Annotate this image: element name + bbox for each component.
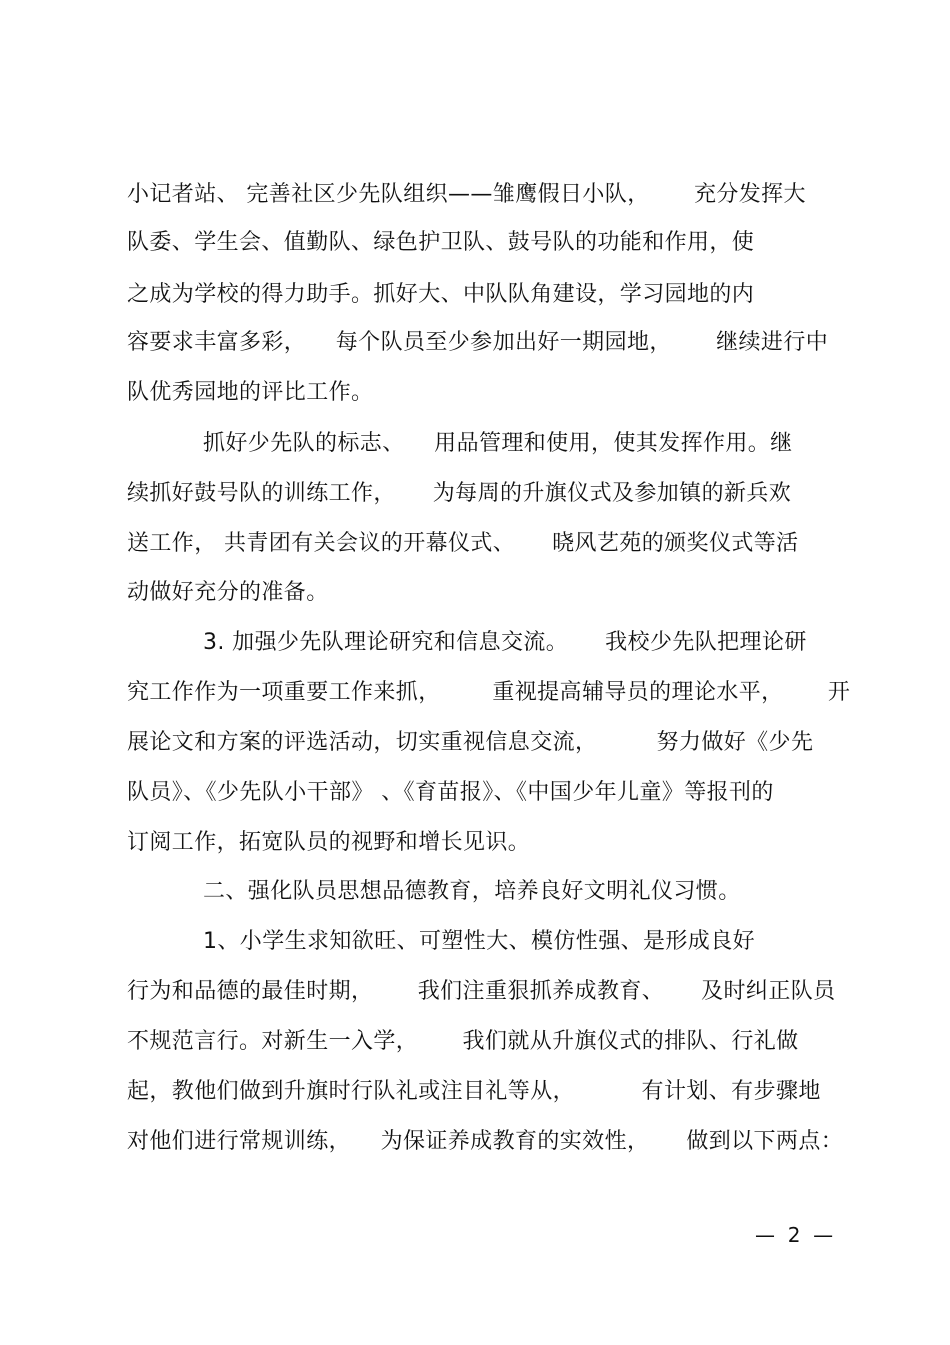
paragraph-line: 续抓好鼓号队的训练工作， 为每周的升旗仪式及参加镇的新兵欢 bbox=[127, 481, 792, 506]
paragraph-line: 队员》、《少先队小干部》 、《育苗报》、《中国少年儿童》等报刊的 bbox=[127, 780, 774, 805]
paragraph-line: 抓好少先队的标志、 用品管理和使用，使其发挥作用。继 bbox=[203, 431, 793, 456]
paragraph-line: 3. 加强少先队理论研究和信息交流。 我校少先队把理论研 bbox=[203, 630, 807, 655]
paragraph-line: 究工作作为一项重要工作来抓， 重视提高辅导员的理论水平， 开 bbox=[127, 680, 851, 705]
paragraph-line: 动做好充分的准备。 bbox=[127, 580, 329, 605]
paragraph-line: 起，教他们做到升旗时行队礼或注目礼等从， 有计划、有步骤地 bbox=[127, 1079, 821, 1104]
paragraph-line: 1、小学生求知欲旺、可塑性大、模仿性强、是形成良好 bbox=[203, 929, 755, 954]
paragraph-line: 队委、学生会、值勤队、绿色护卫队、鼓号队的功能和作用，使 bbox=[127, 230, 755, 255]
paragraph-line: 订阅工作，拓宽队员的视野和增长见识。 bbox=[127, 830, 531, 855]
paragraph-line: 行为和品德的最佳时期， 我们注重狠抓养成教育、 及时纠正队员 bbox=[127, 979, 836, 1004]
paragraph-line: 展论文和方案的评选活动，切实重视信息交流， 努力做好《少先 bbox=[127, 730, 814, 755]
paragraph-line: 之成为学校的得力助手。抓好大、中队队角建设，学习园地的内 bbox=[127, 282, 755, 307]
section-heading: 二、强化队员思想品德教育，培养良好文明礼仪习惯。 bbox=[203, 879, 741, 904]
page-number: — 2 — bbox=[755, 1223, 834, 1247]
paragraph-line: 容要求丰富多彩， 每个队员至少参加出好一期园地， 继续进行中 bbox=[127, 330, 829, 355]
paragraph-line: 小记者站、 完善社区少先队组织——雏鹰假日小队， 充分发挥大 bbox=[127, 182, 806, 207]
paragraph-line: 对他们进行常规训练， 为保证养成教育的实效性， 做到以下两点： bbox=[127, 1129, 844, 1154]
paragraph-line: 队优秀园地的评比工作。 bbox=[127, 380, 374, 405]
paragraph-line: 不规范言行。对新生一入学， 我们就从升旗仪式的排队、行礼做 bbox=[127, 1029, 799, 1054]
paragraph-line: 送工作， 共青团有关会议的开幕仪式、 晓风艺苑的颁奖仪式等活 bbox=[127, 531, 799, 556]
